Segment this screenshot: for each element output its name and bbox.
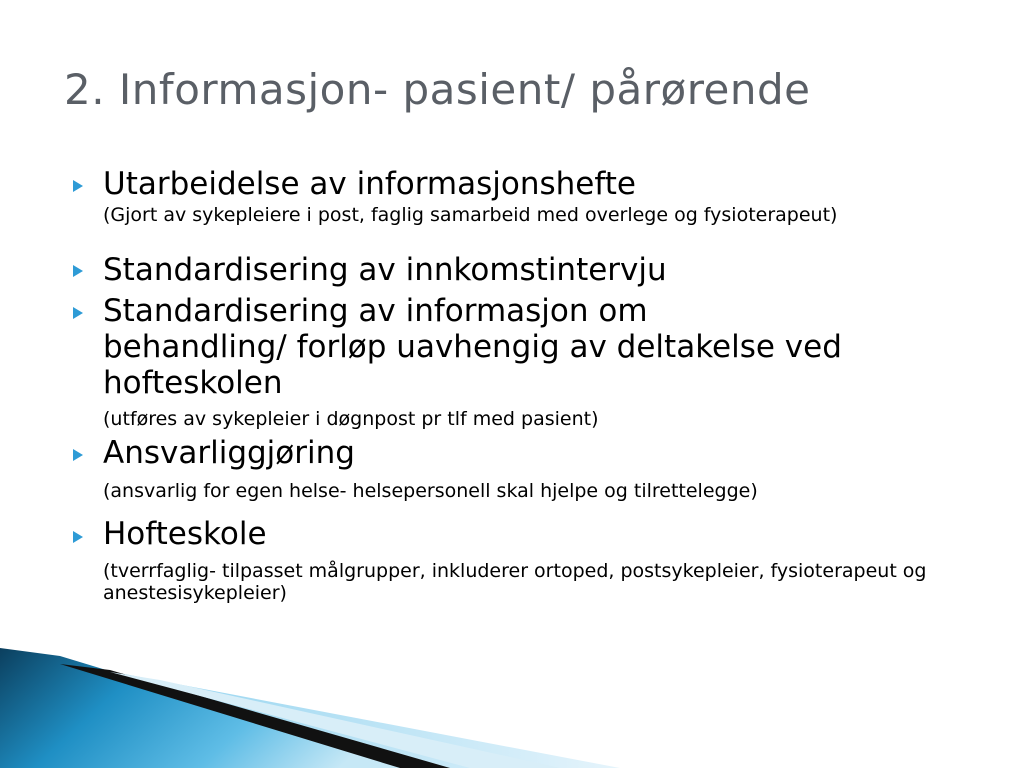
bullet-item-note: (utføres av sykepleier i døgnpost pr tlf med pasient) <box>103 408 599 430</box>
triangle-right-icon <box>73 531 83 543</box>
bullet-item-label-line-2: behandling/ forløp uavhengig av deltakelse ved <box>103 329 842 365</box>
bullet-item-label: Standardisering av innkomstintervju <box>103 252 667 288</box>
triangle-right-icon <box>73 265 83 277</box>
bullet-item-label-line-1: Standardisering av informasjon om <box>103 293 648 329</box>
slide-title: 2. Informasjon- pasient/ pårørende <box>64 65 811 114</box>
bullet-item-note: (tverrfaglig- tilpasset målgrupper, inkluderer ortoped, postsykepleier, fysioterapeut og anestesisykepleier) <box>103 560 927 604</box>
triangle-right-icon <box>73 307 83 319</box>
bullet-item-note: (ansvarlig for egen helse- helsepersonell skal hjelpe og tilrettelegge) <box>103 480 758 502</box>
bullet-item-label: Utarbeidelse av informasjonshefte <box>103 166 636 202</box>
bullet-item-label: Hofteskole <box>103 516 267 552</box>
bullet-item-label-line-3: hofteskolen <box>103 365 283 401</box>
bullet-item-label: Ansvarliggjøring <box>103 435 355 471</box>
bullet-item-note: (Gjort av sykepleiere i post, faglig samarbeid med overlege og fysioterapeut) <box>103 204 838 226</box>
triangle-right-icon <box>73 449 83 461</box>
triangle-right-icon <box>73 180 83 192</box>
